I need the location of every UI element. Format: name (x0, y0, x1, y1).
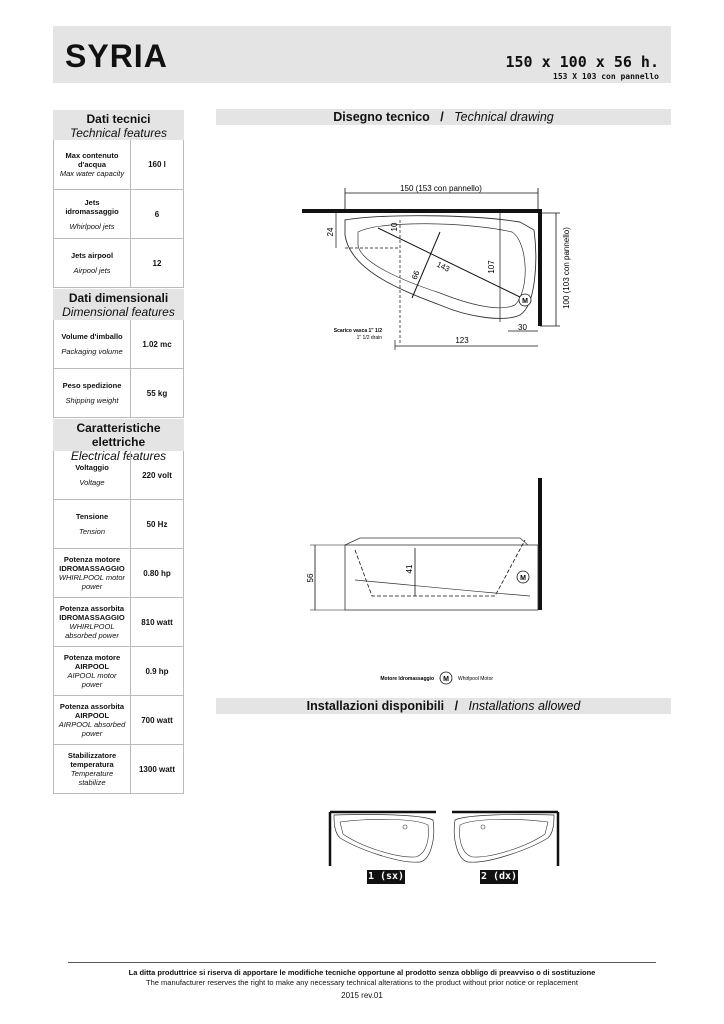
motor-legend-symbol: M (443, 676, 449, 683)
drain-icon (481, 825, 485, 829)
dim-100-label: 100 (103 con pannello) (562, 227, 571, 309)
install-tub-inner (460, 819, 548, 857)
install-tub-inner (340, 819, 428, 857)
motor-label: M (520, 575, 526, 582)
row-label-en: Tension (79, 527, 105, 536)
install-title-en: Installations allowed (468, 699, 581, 713)
dim-123-label: 123 (455, 336, 469, 345)
install-left-label: 1 (sx) (367, 871, 405, 882)
row-value: 220 volt (142, 470, 172, 480)
row-value: 1.02 mc (142, 339, 172, 349)
drawing-title-sep: / (440, 110, 444, 124)
row-value: 160 l (148, 160, 166, 169)
row-label-en: AIRPOOL absorbed power (58, 720, 126, 738)
row-label: Potenza assorbita AIRPOOL (59, 702, 125, 720)
row-label: Tensione (75, 512, 109, 521)
dim-41-label: 41 (405, 564, 414, 574)
row-label-en: Airpool jets (73, 266, 111, 275)
row-label: Voltaggio (75, 463, 109, 472)
elec-title-it: Caratteristiche elettriche (76, 421, 161, 449)
tech-title-it: Dati tecnici (86, 112, 151, 126)
dim-title-en: Dimensional features (62, 305, 175, 319)
footer-disclaimer-en: The manufacturer reserves the right to make any necessary technical alterations to the product without prior notice or replacement (146, 978, 578, 987)
dim-10-label: 10 (390, 222, 399, 232)
motor-legend-en: Whirlpool Motor (458, 676, 494, 682)
row-label-en: Shipping weight (65, 396, 119, 405)
tub-rim (345, 538, 528, 545)
row-value: 55 kg (146, 388, 168, 398)
product-name: SYRIA (65, 38, 168, 74)
install-title-sep: / (454, 699, 459, 713)
tech-title-en: Technical features (70, 126, 167, 140)
row-label: Stabilizzatore temperatura (67, 751, 117, 769)
tub-bottom-curve (355, 580, 530, 596)
row-value: 0.9 hp (145, 666, 169, 676)
plan-wall (302, 211, 540, 326)
tub-inner-profile (355, 540, 525, 596)
dim-107-label: 107 (487, 260, 496, 274)
row-label-en: Voltage (79, 478, 105, 487)
row-label-en: WHIRLPOOL absorbed power (65, 622, 119, 640)
install-title-it: Installazioni disponibili (306, 699, 445, 713)
row-value: 700 watt (141, 715, 173, 725)
dim-150-label: 150 (153 con pannello) (400, 184, 482, 193)
row-label: Volume d'imballo (61, 332, 123, 341)
row-label-en: AIPOOL motor power (67, 671, 117, 689)
drain-label-it: Scarico vasca 1" 1/2 (333, 328, 382, 334)
row-value: 6 (154, 209, 160, 219)
row-value: 810 watt (141, 617, 173, 627)
row-label: Max contenuto d'acqua (65, 151, 119, 169)
install-tub-outline (454, 815, 554, 863)
drawing-title-en: Technical drawing (454, 110, 554, 124)
dim-56-label: 56 (306, 573, 315, 583)
row-label-en: Max water capacity (59, 169, 125, 178)
row-label: Peso spedizione (62, 381, 122, 390)
row-label-en: Whirlpool jets (69, 221, 115, 231)
dimension-line (378, 228, 522, 298)
footer-disclaimer-it: La ditta produttrice si riserva di apportare le modifiche tecniche opportune al prodotto senza obbligo di preavviso o di sostituzione (128, 968, 596, 977)
row-label-en: Temperature stabilize (70, 769, 114, 787)
panel-dimensions: 153 X 103 con pannello (553, 72, 659, 81)
product-dimensions: 150 x 100 x 56 h. (505, 53, 659, 71)
dim-24-label: 24 (326, 227, 335, 237)
install-right-label: 2 (dx) (480, 871, 518, 882)
install-section-header (216, 698, 671, 714)
elec-title-en: Electrical features (70, 449, 167, 463)
motor-legend-it: Motore Idromassaggio (380, 676, 434, 682)
row-label: Potenza motore IDROMASSAGGIO (59, 555, 125, 573)
motor-label: M (522, 298, 528, 305)
row-label: Potenza assorbita IDROMASSAGGIO (59, 604, 125, 622)
dim-title-it: Dati dimensionali (68, 291, 169, 305)
dim-66-label: 66 (409, 269, 422, 281)
row-label-en: Packaging volume (61, 347, 123, 356)
install-tub-outline (334, 815, 434, 863)
row-label: Jets idromassaggio (65, 197, 119, 216)
dim-30-label: 30 (518, 323, 527, 332)
footer-divider (68, 962, 656, 963)
tub-elevation (345, 545, 538, 610)
row-value: 12 (152, 258, 162, 268)
dim-143-label: 143 (435, 259, 452, 274)
row-label-en: WHIRLPOOL motor power (58, 573, 126, 591)
row-label: Potenza motore AIRPOOL (63, 653, 121, 671)
footer-revision: 2015 rev.01 (341, 991, 383, 1000)
row-value: 50 Hz (146, 519, 168, 529)
drain-icon (403, 825, 407, 829)
row-label: Jets airpool (70, 251, 114, 260)
drain-label-en: 1" 1/2 drain (356, 335, 382, 341)
drawing-title-it: Disegno tecnico (333, 110, 430, 124)
row-value: 1300 watt (138, 764, 176, 774)
row-value: 0.80 hp (143, 568, 171, 578)
